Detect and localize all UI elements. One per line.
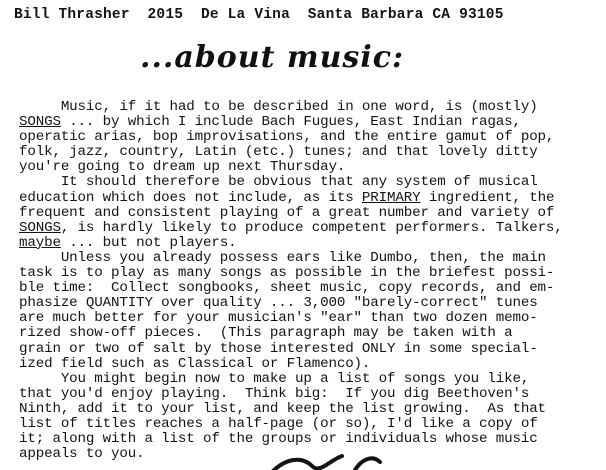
text-segment: are much better for your musician's "ear" than two dozen memo-: [19, 310, 538, 327]
text-segment: , is hardly likely to produce competent performers. Talkers,: [60, 219, 563, 236]
text-segment: list of titles reaches a half-page (or so), I'd like a copy of: [19, 415, 538, 432]
ornament-decoration: [268, 452, 398, 470]
text-line: [19, 432, 606, 447]
text-line: [19, 281, 606, 296]
text-line: [19, 100, 606, 115]
text-segment: ized field such as Classical or Flamenco).: [19, 355, 371, 372]
text-line: [19, 402, 606, 417]
text-line: [19, 160, 606, 175]
text-line: [19, 326, 606, 341]
text-segment: operatic arias, bop improvisations, and the entire gamut of pop,: [19, 129, 555, 146]
text-segment: Unless you already possess ears like Dumbo, then, the main: [19, 249, 546, 266]
text-line: [19, 145, 606, 160]
underlined-text: SONGS: [19, 114, 61, 131]
text-line: [19, 387, 606, 402]
text-line: [19, 206, 606, 221]
text-segment: You might begin now to make up a list of songs you like,: [19, 370, 530, 387]
text-segment: It should therefore be obvious that any system of musical: [19, 174, 538, 191]
text-segment: frequent and consistent playing of a great number and variety of: [19, 204, 555, 221]
text-segment: it; along with a list of the groups or individuals whose music: [19, 431, 538, 448]
text-line: [19, 175, 606, 190]
underlined-text: SONGS: [19, 219, 61, 236]
text-line: [19, 191, 606, 206]
page-title: ...about music:: [140, 40, 405, 75]
text-segment: rized show-off pieces. (This paragraph may be taken with a: [19, 325, 513, 342]
text-segment: ... by which I include Bach Fugues, East Indian ragas,: [60, 114, 521, 131]
text-line: [19, 296, 606, 311]
underlined-text: maybe: [19, 234, 61, 251]
text-segment: task is to play as many songs as possible in the briefest possi-: [19, 265, 555, 282]
text-segment: phasize QUANTITY over quality ... 3,000 "barely-correct" tunes: [19, 295, 538, 312]
text-line: [19, 417, 606, 432]
city-state-zip: Santa Barbara CA 93105: [307, 7, 504, 23]
letterhead: [14, 7, 504, 23]
body-text: [19, 100, 606, 462]
text-segment: you're going to dream up next Thursday.: [19, 159, 346, 176]
text-segment: appeals to you.: [19, 446, 145, 463]
text-line: [19, 130, 606, 145]
text-line: [19, 342, 606, 357]
text-line: [19, 115, 606, 130]
text-segment: grain or two of salt by those interested ONLY in some special-: [19, 340, 538, 357]
street-name: De La Vina: [200, 7, 290, 23]
underlined-text: PRIMARY: [361, 189, 421, 206]
text-segment: ble time: Collect songbooks, sheet music, copy records, and em-: [19, 280, 555, 297]
text-segment: Ninth, add it to your list, and keep the list growing. As that: [19, 400, 546, 417]
author-name: Bill Thrasher: [14, 7, 130, 23]
text-line: [19, 357, 606, 372]
text-line: [19, 266, 606, 281]
text-line: [19, 311, 606, 326]
street-number: 2015: [147, 7, 184, 23]
text-segment: ... but not players.: [60, 234, 237, 251]
text-line: [19, 251, 606, 266]
text-line: [19, 372, 606, 387]
text-line: [19, 236, 606, 251]
text-line: [19, 221, 606, 236]
text-segment: ingredient, the: [420, 189, 555, 206]
text-segment: Music, if it had to be described in one word, is (mostly): [19, 99, 538, 115]
text-segment: education which does not include, as its: [19, 189, 362, 206]
text-segment: that you'd enjoy playing. Think big: If you dig Beethoven's: [19, 385, 530, 402]
text-segment: folk, jazz, country, Latin (etc.) tunes; and that lovely ditty: [19, 144, 538, 161]
